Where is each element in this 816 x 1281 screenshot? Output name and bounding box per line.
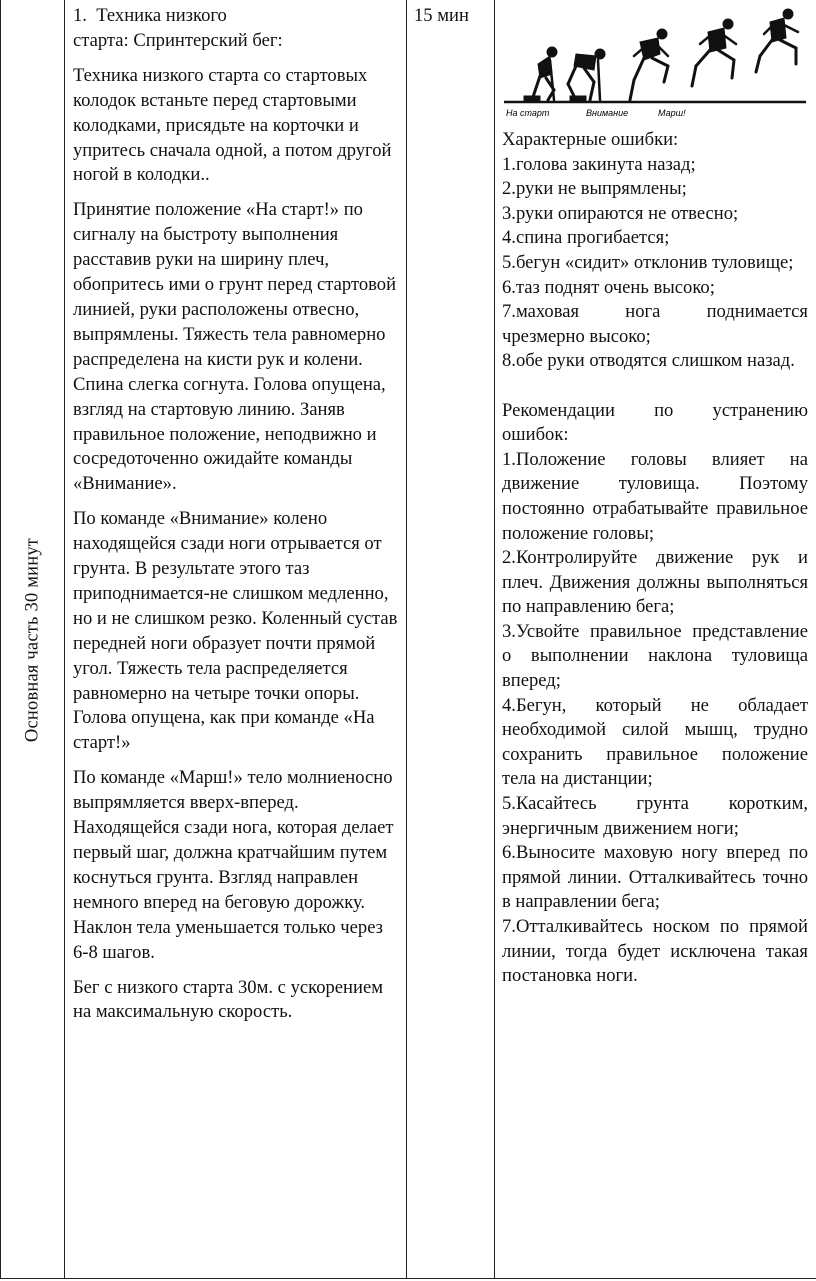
table-border-bottom: [0, 1278, 816, 1279]
recommendation-item: 4.Бегун, который не обладает необходимой силой мышц, трудно сохранить правильное положение тела на дистанции;: [502, 694, 808, 790]
task-heading-line2: старта: Спринтерский бег:: [73, 29, 283, 51]
error-item: 1.голова закинута назад;: [502, 153, 696, 175]
task-paragraph: Техника низкого старта со стартовых колодок встаньте перед стартовыми колодками, присядьте на корточки и упритесь сначала одной, а потом другой ногой в колодки..: [73, 64, 392, 186]
task-heading: [73, 4, 403, 54]
task-heading-line1: 1. Техника низкого: [73, 5, 227, 26]
recommendations-title: Рекомендации по устранению ошибок:: [502, 399, 808, 446]
figure-caption-1: На старт: [506, 108, 550, 118]
runner-figure-5: [756, 9, 798, 72]
recommendation-item: 6.Выносите маховую ногу вперед по прямой линии. Отталкивайтесь точно в направлении бега;: [502, 842, 808, 913]
runner-figure-2: [568, 49, 605, 101]
task-paragraph: По команде «Внимание» колено находящейся сзади ноги отрывается от грунта. В результате этого таз приподнимается-не слишком медленно, но и не слишком резко. Коленный сустав передней ноги образует почти прямой угол. Тяжесть тела распределяется равномерно на четыре точки опоры. Голова опущена, как при команде «На старт!»: [73, 508, 398, 754]
column-divider-2: [406, 0, 407, 1279]
error-item: 2.руки не выпрямлены;: [502, 178, 687, 200]
recommendation-item: 5.Касайтесь грунта коротким, энергичным движением ноги;: [502, 793, 808, 839]
figure-caption-3: Марш!: [658, 108, 686, 118]
errors-title: Характерные ошибки:: [502, 129, 679, 150]
recommendation-item: 1.Положение головы влияет на движение туловища. Поэтому постоянно отрабатывайте правильное положение головы;: [502, 448, 808, 544]
task-paragraph: Принятие положение «На старт!» по сигналу на быстроту выполнения расставив руки на ширину плеч, обопритесь ими о грунт перед стартовой линией, руки расположены отвесно, выпрямлены. Тяжесть тела равномерно распределена на кисти рук и колени. Спина слегка согнута. Голова опущена, взгляд на стартовую линию. Заняв правильное положение, неподвижно и сосредоточенно ожидайте команды «Внимание».: [73, 199, 397, 495]
notes-text: [502, 128, 808, 989]
task-cell: [73, 4, 403, 1035]
section-label-cell: [1, 0, 64, 1279]
recommendation-item: 2.Контролируйте движение рук и плеч. Движения должны выполняться по направлению бега;: [502, 547, 808, 618]
column-divider-1: [64, 0, 65, 1279]
runner-figure-4: [692, 19, 736, 86]
figure-caption-2: Внимание: [586, 108, 629, 118]
error-item: 7.маховая нога поднимается чрезмерно высоко;: [502, 301, 808, 347]
sprint-start-phases-illustration: [502, 4, 808, 122]
task-paragraph: По команде «Марш!» тело молниеносно выпрямляется вверх-вперед. Находящейся сзади нога, которая делает первый шаг, должна кратчайшим путем коснуться грунта. Взгляд направлен немного вперед на беговую дорожку. Наклон тела уменьшается только через 6-8 шагов.: [73, 767, 394, 963]
column-divider-3: [494, 0, 495, 1279]
duration-cell: [414, 4, 469, 29]
recommendation-item: 3.Усвойте правильное представление о выполнении наклона туловища вперед;: [502, 620, 808, 692]
recommendation-item: 7.Отталкивайтесь носком по прямой линии, тогда будет исключена такая постановка ноги.: [502, 916, 808, 987]
error-item: 5.бегун «сидит» отклонив туловище;: [502, 251, 794, 273]
task-paragraph: Бег с низкого старта 30м. с ускорением на максимальную скорость.: [73, 976, 383, 1023]
error-item: 3.руки опираются не отвесно;: [502, 202, 739, 224]
error-item: 8.обе руки отводятся слишком назад.: [502, 350, 795, 372]
runner-figure-1: [524, 47, 557, 101]
error-item: 4.спина прогибается;: [502, 227, 670, 249]
section-label: Основная часть 30 минут: [22, 537, 42, 742]
duration-value: 15 мин: [414, 5, 469, 26]
runner-figure-3: [630, 29, 668, 100]
error-item: 6.таз поднят очень высоко;: [502, 276, 715, 298]
